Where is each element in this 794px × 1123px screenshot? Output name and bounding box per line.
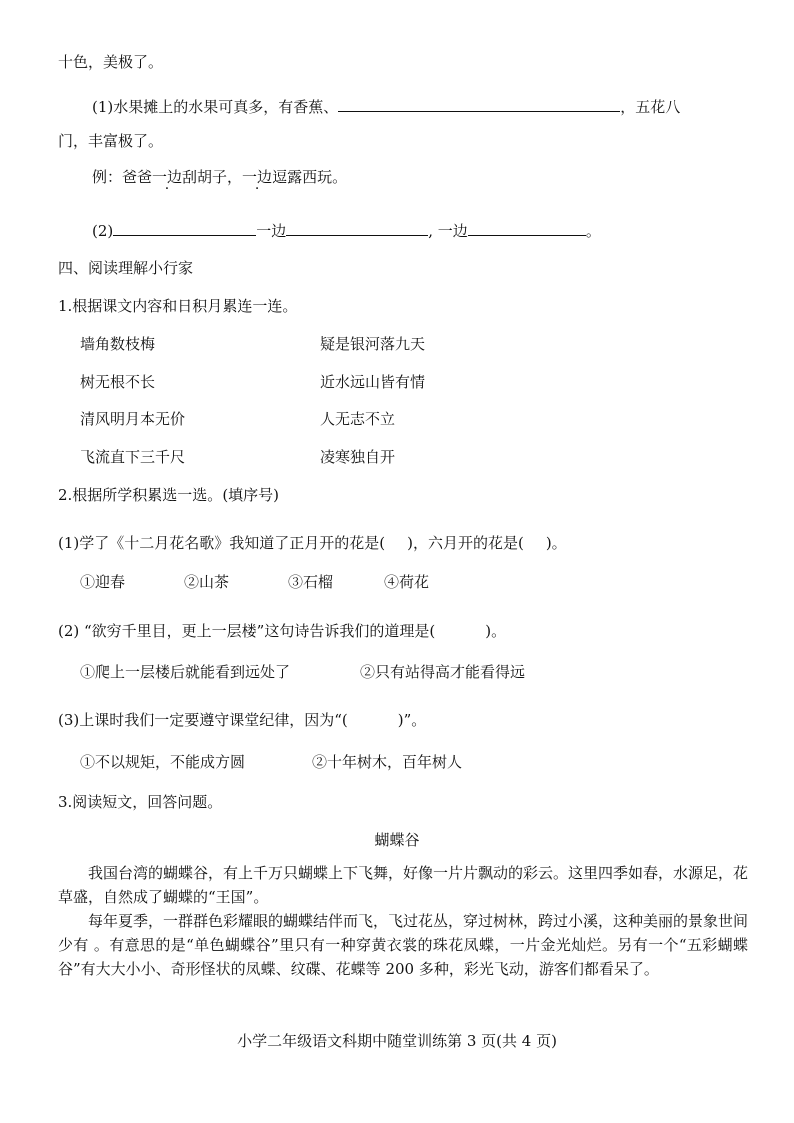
section-4-title: 四、阅读理解小行家 xyxy=(58,259,194,277)
reading-passage xyxy=(58,861,748,981)
continued-line: 十色，美极了。 xyxy=(58,53,164,71)
question-3-1 xyxy=(92,97,680,117)
option-item: ①爬上一层楼后就能看到远处了 xyxy=(80,663,291,681)
option-item: ①迎春 xyxy=(80,573,126,591)
question-3-1-suffix: ，五花八 xyxy=(620,98,681,116)
passage-paragraph: 我国台湾的蝴蝶谷，有上千万只蝴蝶上下飞舞，好像一片片飘动的彩云。这里四季如春，水源足，花草盛，自然成了蝴蝶的“王国”。 xyxy=(58,864,749,906)
question-4-1-title: 1.根据课文内容和日积月累连一连。 xyxy=(58,297,298,315)
example-sentence: 例：爸爸一边刮胡子，一边逗露西玩。 xyxy=(92,168,348,186)
match-left-item[interactable]: 飞流直下三千尺 xyxy=(80,448,186,466)
match-left-item[interactable]: 清风明月本无价 xyxy=(80,410,186,428)
question-3-2: (2) 一边 , 一边 。 xyxy=(92,222,601,240)
option-item: ②山茶 xyxy=(184,573,230,591)
question-4-3-title: 3.阅读短文，回答问题。 xyxy=(58,793,223,811)
question-3-1-prefix: (1)水果摊上的水果可真多，有香蕉、 xyxy=(92,98,339,116)
match-right-item[interactable]: 人无志不立 xyxy=(320,410,396,428)
match-right-item[interactable]: 凌寒独自开 xyxy=(320,448,396,466)
answer-blank[interactable] xyxy=(286,221,428,236)
option-item: ③石榴 xyxy=(288,573,334,591)
match-right-item[interactable]: 近水远山皆有情 xyxy=(320,373,426,391)
answer-blank[interactable] xyxy=(113,221,256,236)
match-left-item[interactable]: 墙角数枝梅 xyxy=(80,335,156,353)
match-right-item[interactable]: 疑是银河落九天 xyxy=(320,335,426,353)
question-4-2-title: 2.根据所学积累选一选。(填序号) xyxy=(58,486,280,504)
match-left-item[interactable]: 树无根不长 xyxy=(80,373,156,391)
question-4-2-2: (2) “欲穷千里目，更上一层楼”这句诗告诉我们的道理是( )。 xyxy=(58,622,507,640)
option-item: ④荷花 xyxy=(384,573,430,591)
question-4-2-1: (1)学了《十二月花名歌》我知道了正月开的花是( )，六月开的花是( )。 xyxy=(58,534,567,552)
passage-paragraph: 每年夏季，一群群色彩耀眼的蝴蝶结伴而飞，飞过花丛，穿过树林，跨过小溪，这种美丽的景象世间少有 。有意思的是“单色蝴蝶谷”里只有一种穿黄衣裳的珠花凤蝶，一片金光灿烂。另有一个“五彩蝴蝶谷”有大大小小、奇形怪状的凤蝶、纹碟、花蝶等 200 多种，彩光飞动，游客们都看呆了。 xyxy=(58,912,749,978)
question-3-1-continued: 门，丰富极了。 xyxy=(58,132,164,150)
passage-title: 蝴蝶谷 xyxy=(374,831,420,849)
option-item: ②十年树木，百年树人 xyxy=(312,753,463,771)
option-item: ②只有站得高才能看得远 xyxy=(360,663,526,681)
dotted-word: 一边 xyxy=(152,168,183,186)
question-4-2-3: (3)上课时我们一定要遵守课堂纪律，因为“( )”。 xyxy=(58,711,427,729)
answer-blank[interactable] xyxy=(468,221,586,236)
page-footer: 小学二年级语文科期中随堂训练第 3 页(共 4 页) xyxy=(237,1032,557,1050)
option-item: ①不以规矩，不能成方圆 xyxy=(80,753,246,771)
dotted-word: 一边 xyxy=(242,168,273,186)
answer-blank[interactable] xyxy=(338,97,620,112)
